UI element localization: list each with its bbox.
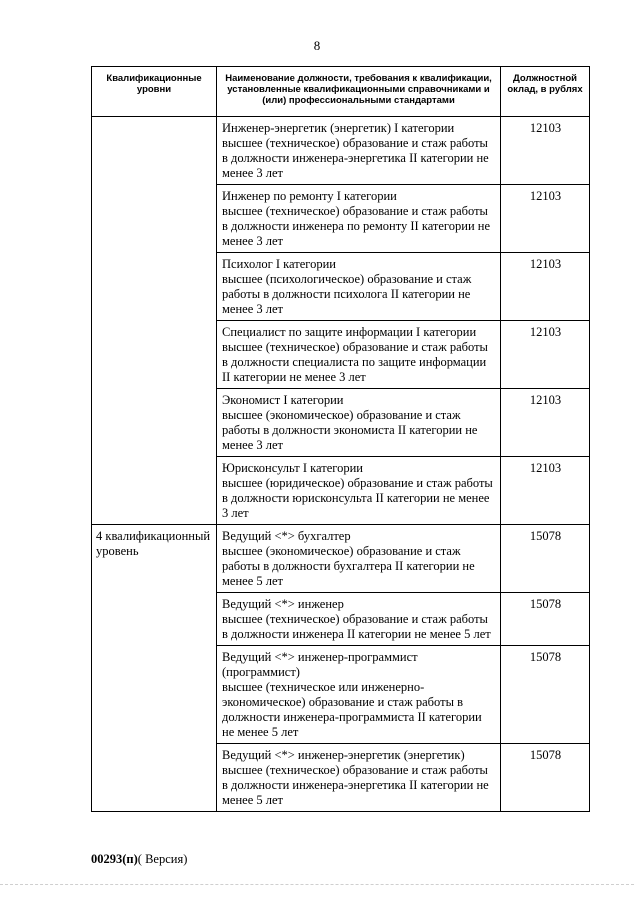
- position-title: Юрисконсульт I категории: [222, 461, 363, 475]
- qualification-level-cell: [92, 117, 217, 525]
- qualification-table: [91, 66, 590, 812]
- table-row: [92, 525, 590, 593]
- position-requirement: высшее (техническое) образование и стаж работы в должности инженера II категории не менее 5 лет: [222, 612, 492, 641]
- salary-cell: 15078: [501, 593, 590, 646]
- salary-cell: 12103: [501, 321, 590, 389]
- position-title: Ведущий <*> инженер-энергетик (энергетик): [222, 748, 465, 762]
- position-cell: [217, 646, 501, 744]
- position-cell: [217, 457, 501, 525]
- position-cell: [217, 744, 501, 812]
- position-requirement: высшее (техническое или инженерно-экономическое) образование и стаж работы в должности инженера-программиста II категории не менее 5 лет: [222, 680, 485, 739]
- position-requirement: высшее (техническое) образование и стаж работы в должности специалиста по защите информации II категории не менее 3 лет: [222, 340, 492, 384]
- footer-version: ( Версия): [137, 852, 188, 866]
- bottom-scan-line: [0, 884, 634, 885]
- salary-cell: 12103: [501, 389, 590, 457]
- salary-cell: 15078: [501, 525, 590, 593]
- position-title: Ведущий <*> бухгалтер: [222, 529, 351, 543]
- position-cell: [217, 253, 501, 321]
- position-cell: [217, 389, 501, 457]
- position-requirement: высшее (психологическое) образование и стаж работы в должности психолога II категории не менее 3 лет: [222, 272, 475, 316]
- position-cell: [217, 321, 501, 389]
- position-requirement: высшее (юридическое) образование и стаж работы в должности юрисконсульта II категории не менее 3 лет: [222, 476, 496, 520]
- table-header-row: [92, 67, 590, 117]
- position-requirement: высшее (техническое) образование и стаж работы в должности инженера-энергетика II категории не менее 3 лет: [222, 136, 492, 180]
- position-title: Инженер-энергетик (энергетик) I категории: [222, 121, 455, 135]
- table-body: [92, 117, 590, 812]
- position-requirement: высшее (техническое) образование и стаж работы в должности инженера-энергетика II категории не менее 5 лет: [222, 763, 492, 807]
- footer-document-code: [91, 852, 187, 867]
- footer-code: 00293(п): [91, 852, 138, 866]
- salary-cell: 15078: [501, 744, 590, 812]
- position-cell: [217, 525, 501, 593]
- position-title: Психолог I категории: [222, 257, 336, 271]
- table-row: [92, 117, 590, 185]
- header-levels: Квалификационные уровни: [92, 67, 217, 117]
- header-position-requirements: Наименование должности, требования к квалификации, установленные квалификационными справочниками и (или) профессиональными стандартами: [217, 67, 501, 117]
- page-number: 8: [313, 38, 321, 53]
- position-title: Ведущий <*> инженер-программист (программист): [222, 650, 421, 679]
- position-requirement: высшее (экономическое) образование и стаж работы в должности экономиста II категории не менее 3 лет: [222, 408, 481, 452]
- salary-cell: 12103: [501, 253, 590, 321]
- position-title: Специалист по защите информации I категории: [222, 325, 477, 339]
- header-salary: Должностной оклад, в рублях: [501, 67, 590, 117]
- position-title: Инженер по ремонту I категории: [222, 189, 397, 203]
- position-requirement: высшее (экономическое) образование и стаж работы в должности бухгалтера II категории не менее 5 лет: [222, 544, 478, 588]
- salary-cell: 12103: [501, 457, 590, 525]
- qualification-level-cell: 4 квалификационный уровень: [92, 525, 217, 812]
- salary-cell: 15078: [501, 646, 590, 744]
- position-cell: [217, 593, 501, 646]
- position-requirement: высшее (техническое) образование и стаж работы в должности инженера по ремонту II категории не менее 3 лет: [222, 204, 494, 248]
- position-title: Экономист I категории: [222, 393, 344, 407]
- position-cell: [217, 185, 501, 253]
- position-cell: [217, 117, 501, 185]
- position-title: Ведущий <*> инженер: [222, 597, 344, 611]
- salary-cell: 12103: [501, 117, 590, 185]
- salary-cell: 12103: [501, 185, 590, 253]
